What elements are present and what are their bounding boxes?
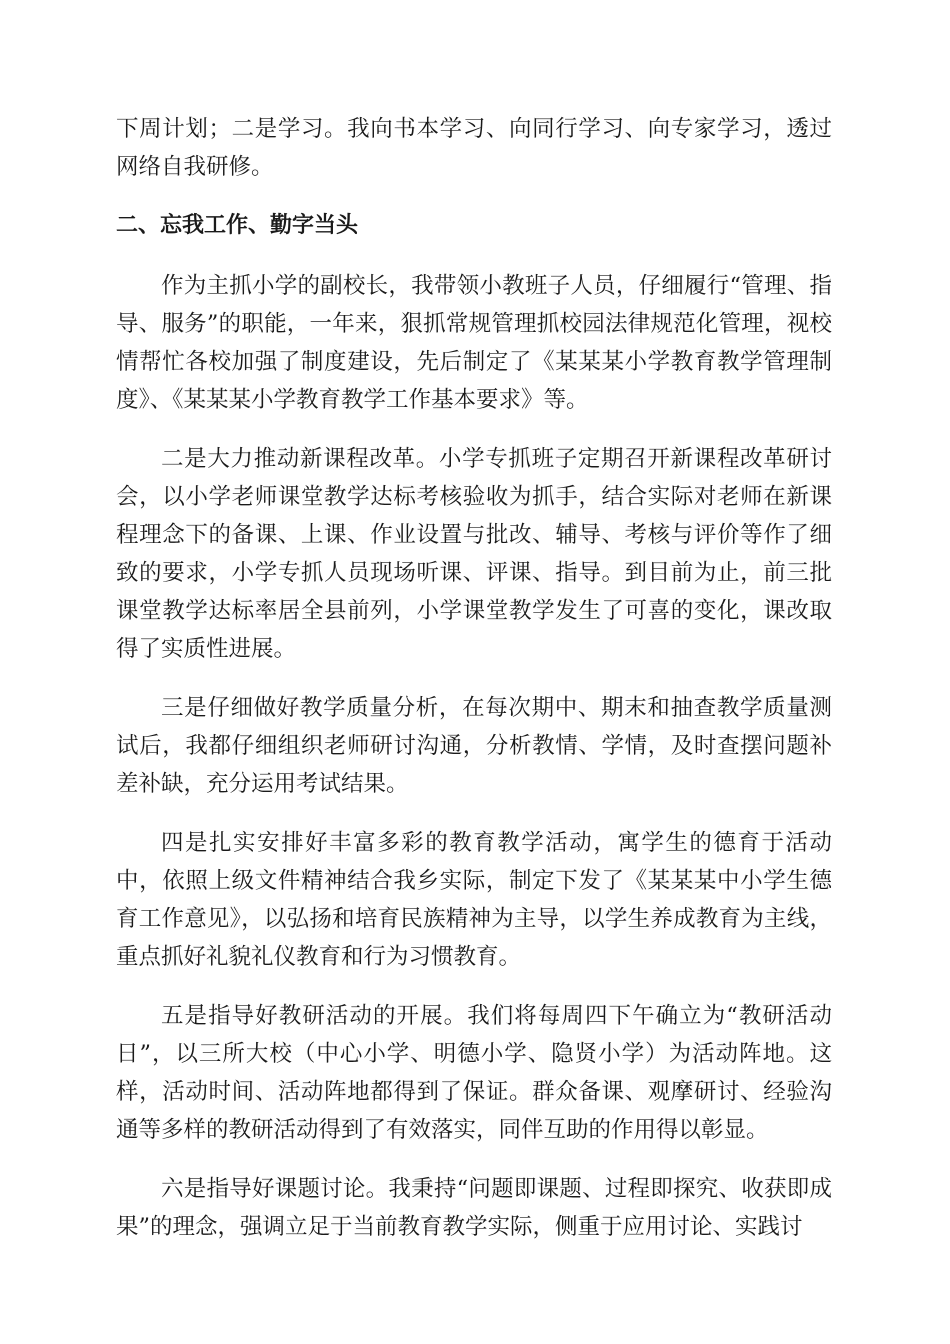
paragraph-activities: 四是扎实安排好丰富多彩的教育教学活动，寓学生的德育于活动中，依照上级文件精神结合我乡实际，制定下发了《某某某中小学生德育工作意见》，以弘扬和培育民族精神为主导，以学生养成教育为主线，重点抓好礼貌礼仪教育和行为习惯教育。 xyxy=(116,830,832,970)
document-page xyxy=(116,110,832,1267)
intro-continuation-paragraph: 下周计划；二是学习。我向书本学习、向同行学习、向专家学习，透过网络自我研修。 xyxy=(116,116,832,180)
section-heading: 二、忘我工作、勤字当头 xyxy=(116,213,359,238)
paragraph-research-topics: 六是指导好课题讨论。我秉持“问题即课题、过程即探究、收获即成果”的理念，强调立足于当前教育教学实际，侧重于应用讨论、实践讨 xyxy=(116,1176,832,1240)
paragraph-quality-analysis: 三是仔细做好教学质量分析，在每次期中、期末和抽查教学质量测试后，我都仔细组织老师研讨沟通，分析教情、学情，及时查摆问题补差补缺，充分运用考试结果。 xyxy=(116,695,832,797)
paragraph-curriculum-reform: 二是大力推动新课程改革。小学专抓班子定期召开新课程改革研讨会，以小学老师课堂教学达标考核验收为抓手，结合实际对老师在新课程理念下的备课、上课、作业设置与批改、辅导、考核与评价等作了细致的要求，小学专抓人员现场听课、评课、指导。到目前为止，前三批课堂教学达标率居全县前列，小学课堂教学发生了可喜的变化，课改取得了实质性进展。 xyxy=(116,446,832,662)
paragraph-management: 作为主抓小学的副校长，我带领小教班子人员，仔细履行“管理、指导、服务”的职能，一年来，狠抓常规管理抓校园法律规范化管理，视校情帮忙各校加强了制度建设，先后制定了《某某某小学教育教学管理制度》、《某某某小学教育教学工作基本要求》等。 xyxy=(116,273,832,413)
paragraph-teaching-research: 五是指导好教研活动的开展。我们将每周四下午确立为“教研活动日”，以三所大校（中心小学、明德小学、隐贤小学）为活动阵地。这样，活动时间、活动阵地都得到了保证。群众备课、观摩研讨、经验沟通等多样的教研活动得到了有效落实，同伴互助的作用得以彰显。 xyxy=(116,1003,832,1143)
